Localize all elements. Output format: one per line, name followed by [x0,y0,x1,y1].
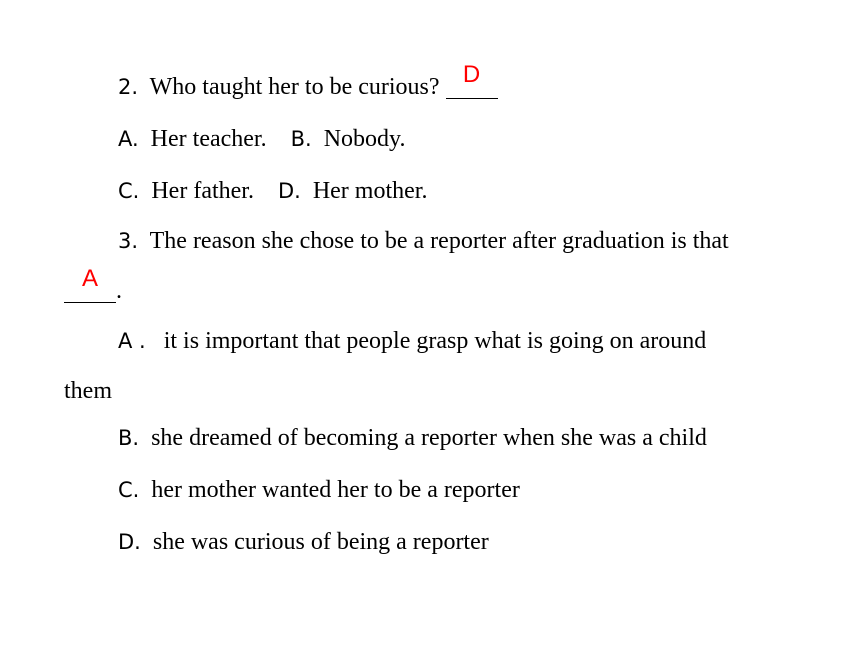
option-text: her mother wanted her to be a reporter [151,477,520,503]
option-text: she dreamed of becoming a reporter when she was a child [151,425,707,451]
answer-blank [64,265,116,306]
question-3-option-a [118,326,706,356]
option-text-continued: them [64,378,112,404]
question-number: 2. [118,75,139,99]
question-text: Who taught her to be curious? [149,74,440,100]
question-text: The reason she chose to be a reporter after graduation is that [149,228,729,254]
question-3-option-d [118,527,489,557]
option-letter: D. [277,179,301,203]
option-text: she was curious of being a reporter [152,529,489,555]
option-text: Her father. [151,178,254,204]
option-letter: C. [118,478,140,502]
question-3-stem-continued [64,265,122,306]
answer-mark: D [462,61,481,88]
option-letter: C. [118,179,140,203]
option-text: Nobody. [323,126,406,152]
question-3-option-a-continued [64,376,112,406]
option-letter: B. [118,426,140,450]
option-text: Her teacher. [150,126,267,152]
question-3-option-c [118,475,520,505]
option-text: Her mother. [312,178,428,204]
question-2-options-row-1 [118,124,405,154]
option-letter: B. [290,127,312,151]
option-text: it is important that people grasp what is going on around [163,328,707,354]
stem-period: . [116,278,122,304]
question-3-stem [118,226,729,256]
blank-underline [446,98,498,99]
answer-blank [446,61,498,102]
question-2-stem [118,61,498,102]
option-letter: D. [118,530,141,554]
answer-mark: A [81,265,98,292]
question-2-options-row-2 [118,176,427,206]
question-number: 3. [118,229,139,253]
question-3-option-b [118,423,707,453]
option-letter: A . [118,329,146,353]
blank-underline [64,302,116,303]
option-letter: A. [118,127,139,151]
